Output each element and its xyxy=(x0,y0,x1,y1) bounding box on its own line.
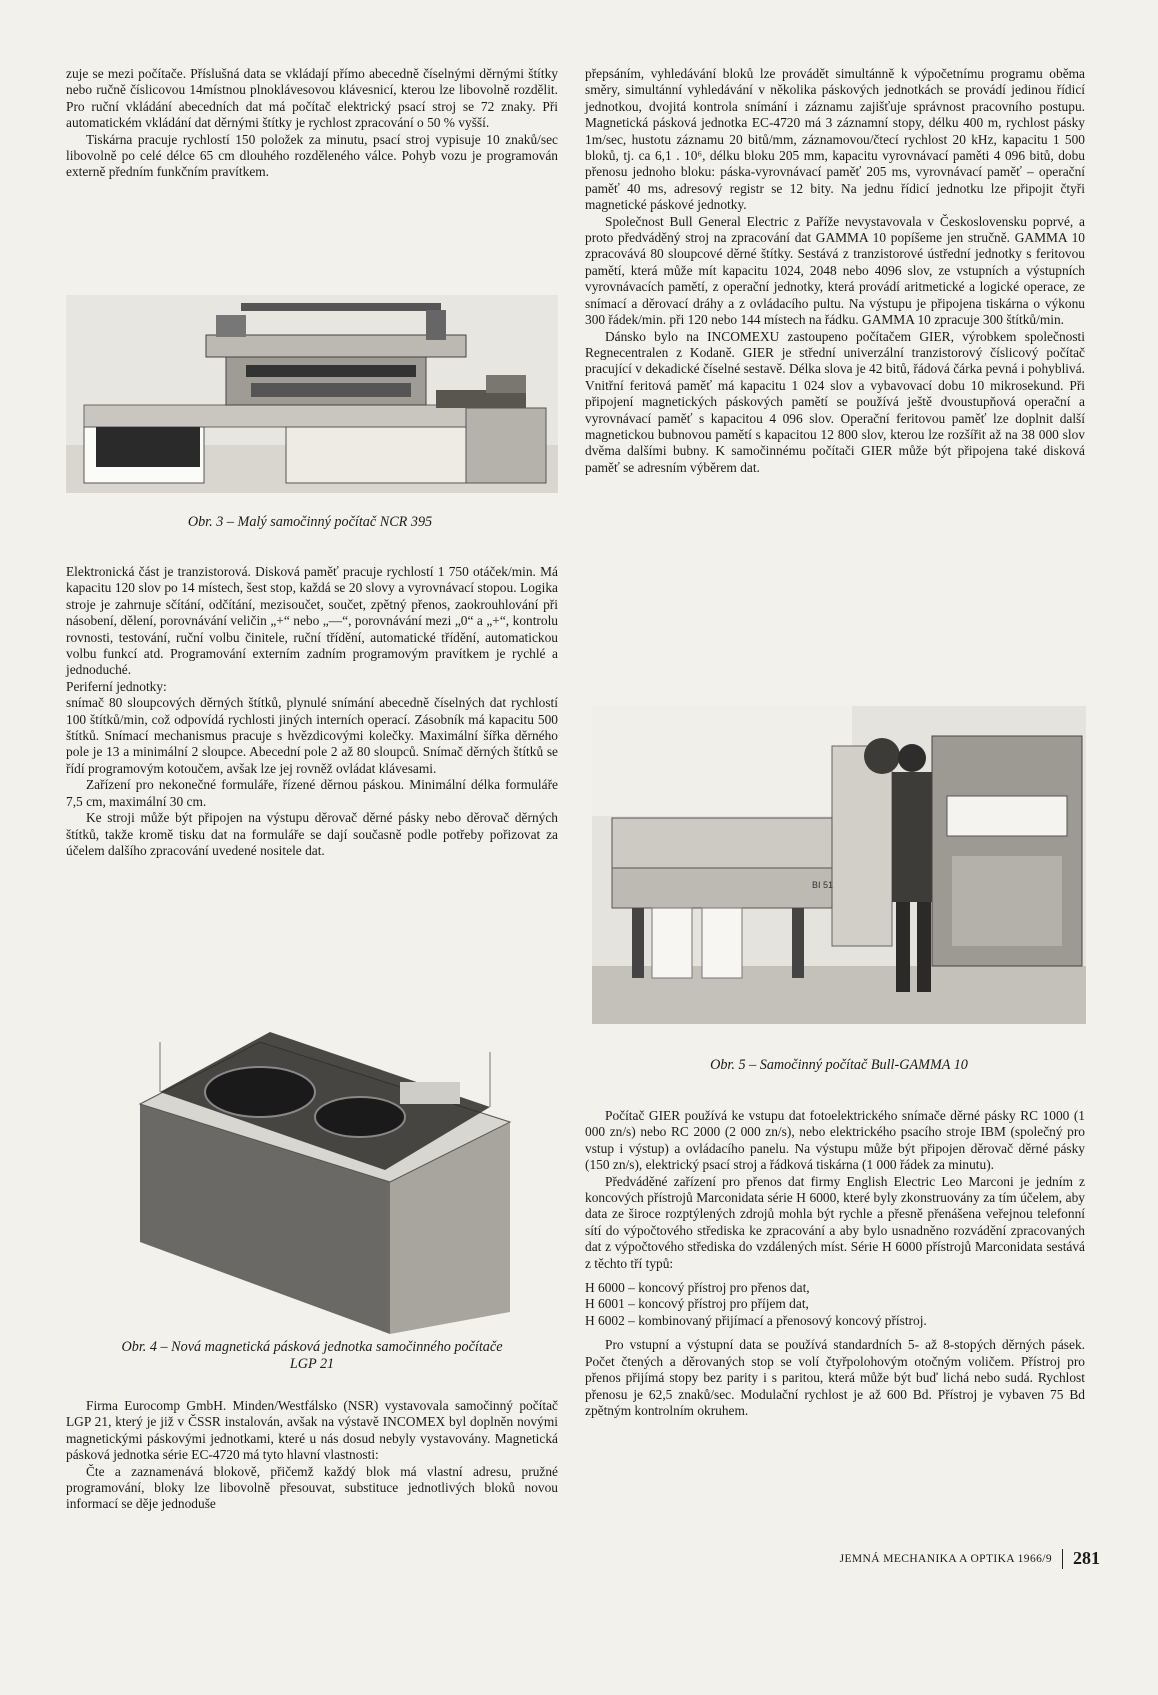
list-item: H 6002 – kombinovaný přijímací a přenosový koncový přístroj. xyxy=(585,1312,927,1328)
paragraph: Zařízení pro nekonečné formuláře, řízené děrnou páskou. Minimální délka formuláře 7,5 cm, maximální 30 cm. xyxy=(66,777,558,809)
figure-4-caption-line1: Obr. 4 – Nová magnetická pásková jednotka samočinného počítače xyxy=(121,1339,503,1355)
lgp-21-tape-unit-illustration xyxy=(80,1012,548,1334)
left-column-bottom-text xyxy=(66,1398,558,1513)
paragraph-heading: Periferní jednotky: xyxy=(66,678,167,694)
paragraph: zuje se mezi počítače. Příslušná data se vkládají přímo abecedně číselnými děrnými štítky nebo ručně číslicovou 14místnou plnoklávesovou klávesnicí, kterou lze libovolně rozdělit. Pro ruční vkládání abecedních dat má počítač elektrický psací stroj se 72 znaky. Při automatickém vkládání dat děrnými štítky je rychlost zpracování o 50 % vyšší. xyxy=(66,66,558,131)
bull-gamma-10-illustration xyxy=(592,706,1086,1024)
right-column-bottom-text xyxy=(585,1108,1085,1419)
paragraph: Pro vstupní a výstupní data se používá standardních 5- až 8-stopých děrných pásek. Počet čtených a děrovaných stop se volí čtyřpolohovým otočným voličem. Přístroj pro přenos přijímá stopy bez parity i s paritou, která může být buď lichá nebo sudá. Rychlost přenosu je 62,5 znaků/sec. Modulační rychlost je až 600 Bd. Přístroj je vybaven 75 Bd zpětným kontrolním okruhem. xyxy=(585,1337,1085,1418)
machine-label: BI 51 xyxy=(812,880,834,890)
page-number: 281 xyxy=(1073,1548,1100,1568)
figure-4-caption xyxy=(66,1339,558,1373)
paragraph: Společnost Bull General Electric z Paříže nevystavovala v Československu poprvé, a proto předváděný stroj na zpracování dat GAMMA 10 popíšeme jen stručně. GAMMA 10 zpracovává 80 sloupcové děrné štítky. Sestává z tranzistorové ústřední jednotky s feritovou pamětí, která může mít kapacitu 1024, 2048 nebo 4096 slov, ze vstupních a výstupních vyrovnávacích pamětí, z operační jednotky, která provádí aritmetické a logické operace, ze snímací a děrovací dráhy a z ovládacího pultu. Na výstupu je připojena tiskárna o výkonu 300 řádek/min. při 120 nebo 144 místech na řádku. GAMMA 10 zpracuje 300 štítků/min. xyxy=(585,213,1085,328)
figure-5-caption: Obr. 5 – Samočinný počítač Bull-GAMMA 10 xyxy=(710,1057,968,1073)
paragraph: Čte a zaznamenává blokově, přičemž každý blok má vlastní adresu, pružné programování, bloky lze libovolně přesouvat, substituce jednotlivých bloků novou informací se děje jednoduše xyxy=(66,1463,558,1512)
paragraph: Počítač GIER používá ke vstupu dat fotoelektrického snímače děrné pásky RC 1000 (1 000 zn/s) nebo RC 2000 (2 000 zn/s), nebo elektrického psacího stroje IBM (společný pro vstup i výstup) a ovládacího panelu. Na výstupu může být připojen děrovač děrné pásky (150 zn/s), elektrický psací stroj a řádková tiskárna (1 000 řádek za minutu). xyxy=(585,1108,1085,1173)
list-item: H 6001 – koncový přístroj pro příjem dat, xyxy=(585,1296,809,1312)
paragraph: snímač 80 sloupcových děrných štítků, plynulé snímání abecedně číselných dat rychlostí 100 štítků/min, což odpovídá rychlosti jiných interních operací. Zásobník má kapacitu 500 štítků. Snímací mechanismus pracuje s hvězdicovými kolečky. Maximální šířka děrného pole je 13 a minimální 2 sloupce. Abecední pole 2 až 80 sloupců. Snímač děrných štítků se řídí programovým kotoučem, avšak lze jej rovněž ovládat klávesami. xyxy=(66,695,558,776)
paragraph: Předváděné zařízení pro přenos dat firmy English Electric Leo Marconi je jedním z koncových přístrojů Marconidata série H 6000, které byly zkonstruovány za tím účelem, aby data ze široce rozptýlených zdrojů mohla být rychle a přesně přenášena veřejnou telefonní sítí do výpočtového střediska ke zpracování a aby bylo usnadněno rozvádění zpracovaných dat z výpočtového střediska do vzdálených míst. Série H 6000 přístrojů Marconidata sestává z těchto tří typů: xyxy=(585,1173,1085,1271)
left-column-top-text xyxy=(66,66,558,181)
ncr-395-computer-illustration xyxy=(66,295,558,493)
list-item: H 6000 – koncový přístroj pro přenos dat, xyxy=(585,1280,810,1296)
left-column-middle-text xyxy=(66,564,558,859)
page-footer xyxy=(840,1548,1100,1569)
figure-4-photo xyxy=(80,1012,548,1334)
paragraph: Ke stroji může být připojen na výstupu děrovač děrné pásky nebo děrovač děrných štítků, takže kromě tisku dat na formuláře se dají současně podle potřeby pořizovat za účelem dalšího zpracování uvedené nositele dat. xyxy=(66,810,558,858)
paragraph: Dánsko bylo na INCOMEXU zastoupeno počítačem GIER, výrobkem společnosti Regnecentralen z Kodaně. GIER je střední univerzální tranzistorový číslicový počítač pracující v dekadické číselné sestavě. Délka slova je 42 bitů, řádová čárka pevná i pohyblivá. Vnitřní feritová paměť má kapacitu 1 024 slov a vybavovací dobu 10 mikrosekund. Při připojení magnetických páskových pamětí se používá ještě dvoustupňová operační a vyrovnávací paměť s kapacitou 4 096 slov. Operační feritovou paměť lze doplnit další magnetickou bubnovou pamětí s kapacitou 12 800 slov, kterou lze rozšířit až na 38 000 slov dvěma dalšími bubny. K samočinnému počítači GIER může být připojena také disková paměť se adresním výběrem dat. xyxy=(585,328,1085,475)
figure-4-caption-line2: LGP 21 xyxy=(289,1356,335,1372)
paragraph: Elektronická část je tranzistorová. Disková paměť pracuje rychlostí 1 750 otáček/min. Má kapacitu 120 slov po 14 místech, šest stop, každá se 20 slovy a vyrovnávací stopou. Logika stroje je zahrnuje sčítání, odčítání, mezisoučet, součet, zpětný přenos, zaokrouhlování při násobení, dělení, porovnávání veličin „+“ nebo „—“, porovnávání mezi „0“ a „+“, kontrolu rovnosti, testování, ruční volbu činitele, ruční třídění, automatické třídění, automatickou volbu funkcí atd. Programování externím zadním programovým pravítkem je rychlé a jednoduché. xyxy=(66,564,558,678)
figure-5-photo xyxy=(592,706,1086,1024)
device-list xyxy=(585,1280,1085,1329)
paragraph: přepsáním, vyhledávání bloků lze provádět simultánně k výpočetnímu programu oběma směry, simultánní vyhledávání v několika páskových jednotkách se provádí jedinou řídicí jednotkou, dvojitá kontrola snímání i záznamu zajišťuje správnost pracovního postupu. Magnetická pásková jednotka EC-4720 má 3 záznamní stopy, délku 400 m, rychlost pásky 1m/sec, hustotu záznamu 20 bitů/mm, záznamovou/čtecí rychlost 20 kHz, kapacitu 1 500 bloků, tj. ca 6,1 . 10⁶, délku bloku 205 mm, kapacitu vyrovnávací paměti 4 096 bitů, dobu přenosu jednoho bloku: páska-vyrovnávací paměť 205 ms, vyrovnávací paměť – operační paměť 40 ms, adresový registr se 12 bity. Na jednu řídicí jednotku lze připojit čtyři magnetické páskové jednotky. xyxy=(585,66,1085,213)
figure-3-caption: Obr. 3 – Malý samočinný počítač NCR 395 xyxy=(187,514,433,530)
paragraph: Tiskárna pracuje rychlostí 150 položek za minutu, psací stroj vypisuje 10 znaků/sec libovolně po celé délce 65 cm dlouhého rozděleného válce. Pohyb vozu je programován externě předním funkčním pravítkem. xyxy=(66,131,558,180)
paragraph: Firma Eurocomp GmbH. Minden/Westfálsko (NSR) vystavovala samočinný počítač LGP 21, který je již v ČSSR instalován, avšak na výstavě INCOMEX byl doplněn novými magnetickými páskovými jednotkami, které u nás dosud nebyly vystavovány. Magnetická pásková jednotka série EC-4720 má tyto hlavní vlastnosti: xyxy=(66,1398,558,1463)
right-column-top-text xyxy=(585,66,1085,476)
footer-divider xyxy=(1062,1549,1063,1569)
figure-3-photo xyxy=(66,295,558,493)
journal-title: JEMNÁ MECHANIKA A OPTIKA 1966/9 xyxy=(839,1552,1052,1565)
